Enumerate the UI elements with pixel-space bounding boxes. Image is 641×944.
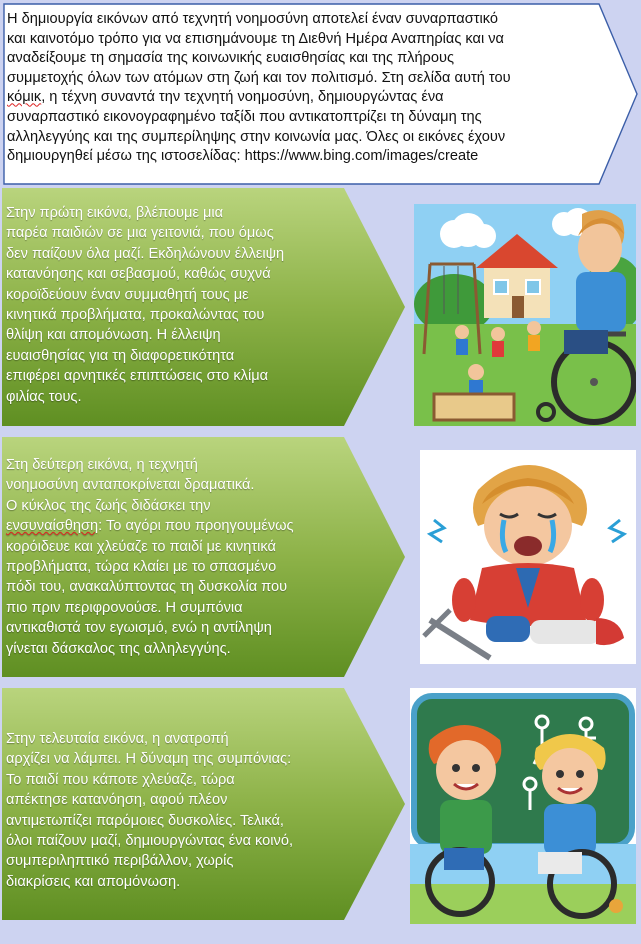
panel2-line: πιο πριν περιφρονούσε. Η συμπόνια [6, 599, 243, 616]
panel1-line: φιλίας τους. [6, 388, 82, 405]
panel3-line: απέκτησε κατανόηση, αφού πλέον [6, 792, 228, 809]
panel1-line: επιφέρει αρνητικές επιπτώσεις στο κλίμα [6, 368, 269, 385]
intro-line [7, 88, 595, 108]
intro-line: συναρπαστικό εικονογραφημένο ταξίδι που αντικατοπτρίζει τη δύναμη της [7, 108, 482, 125]
intro-line-rest: , η τέχνη συναντά την τεχνητή νοημοσύνη, δημιουργώντας ένα [41, 89, 444, 106]
panel3-line: συμπεριληπτικό περιβάλλον, χωρίς [6, 853, 234, 870]
panel1-line: δεν παίζουν όλα μαζί. Εκδηλώνουν έλλειψη [6, 245, 285, 262]
panel1-line: Στην πρώτη εικόνα, βλέπουμε μια [6, 205, 224, 221]
panel2-line: αντικαθιστά τον εγωισμό, ενώ η αντίληψη [6, 620, 272, 637]
playground-illustration [414, 204, 636, 426]
panel2-line: πόδι του, ανακαλύπτοντας τη δυσκολία που [6, 579, 288, 596]
panel2-line: νοημοσύνη ανταποκρίνεται δραματικά. [6, 477, 255, 494]
panel2-text [6, 455, 294, 659]
panel3-line: Στην τελευταία εικόνα, η ανατροπή [6, 731, 229, 747]
spellcheck-word: ενσυναίσθηση [6, 518, 99, 535]
intro-text [7, 10, 595, 167]
panel1-line: κινητικά προβλήματα, προκαλώντας του [6, 307, 265, 324]
panel3-line: διακρίσεις και απομόνωση. [6, 873, 181, 890]
panel2-line: κορόιδευε και χλεύαζε το παιδί με κινητικά [6, 538, 276, 555]
panel2-line: Στη δεύτερη εικόνα, η τεχνητή [6, 457, 198, 473]
panel3-text [6, 729, 293, 892]
panel1-line: κατανόησης και σεβασμού, καθώς συχνά [6, 266, 271, 283]
intro-line: Η δημιουργία εικόνων από τεχνητή νοημοσύνη αποτελεί έναν συναρπαστικό [7, 11, 498, 27]
panel1-text [6, 203, 284, 407]
panel2-line-rest: : Το αγόρι που προηγουμένως [98, 518, 294, 535]
intro-line: και καινοτόμο τρόπο για να επισημάνουμε τη Διεθνή Ημέρα Αναπηρίας και να [7, 30, 504, 47]
panel1-line: παρέα παιδιών σε μια γειτονιά, που όμως [6, 225, 274, 242]
panel3-line: Το παιδί που κάποτε χλεύαζε, τώρα [6, 771, 235, 788]
intro-line: αλληλεγγύης και της συμπερίληψης στην κοινωνία μας. Όλες οι εικόνες έχουν [7, 128, 506, 145]
intro-line: αναδείξουμε τη σημασία της κοινωνικής ευαισθησίας και της πλήρους [7, 50, 454, 67]
panel2-line: γίνεται δάσκαλος της αλληλεγγύης. [6, 640, 231, 657]
crying-boy-illustration [420, 450, 636, 664]
panel2-line: Ο κύκλος της ζωής διδάσκει την [6, 497, 211, 514]
intro-line: δημιουργηθεί μέσω της ιστοσελίδας: https://www.bing.com/images/create [7, 148, 479, 165]
panel2-line [6, 516, 294, 536]
panel1-line: κοροϊδεύουν έναν συμμαθητή τους με [6, 286, 249, 303]
intro-line: συμμετοχής όλων των ατόμων στη ζωή και τον πολιτισμό. Στη σελίδα αυτή του [7, 69, 511, 86]
friends-wheelchairs-illustration [410, 688, 636, 924]
panel3-line: αντιμετωπίζει παρόμοιες δυσκολίες. Τελικά, [6, 812, 284, 829]
spellcheck-word: κόμικ [7, 89, 42, 106]
panel1-line: ευαισθησίας για τη διαφορετικότητα [6, 347, 235, 364]
panel1-line: θλίψη και απομόνωση. Η έλλειψη [6, 327, 221, 344]
panel3-line: αρχίζει να λάμπει. Η δύναμη της συμπόνιας: [6, 751, 292, 768]
panel3-line: όλοι παίζουν μαζί, δημιουργώντας ένα κοινό, [6, 833, 294, 850]
panel2-line: προβλήματα, τώρα κλαίει με το σπασμένο [6, 559, 277, 576]
